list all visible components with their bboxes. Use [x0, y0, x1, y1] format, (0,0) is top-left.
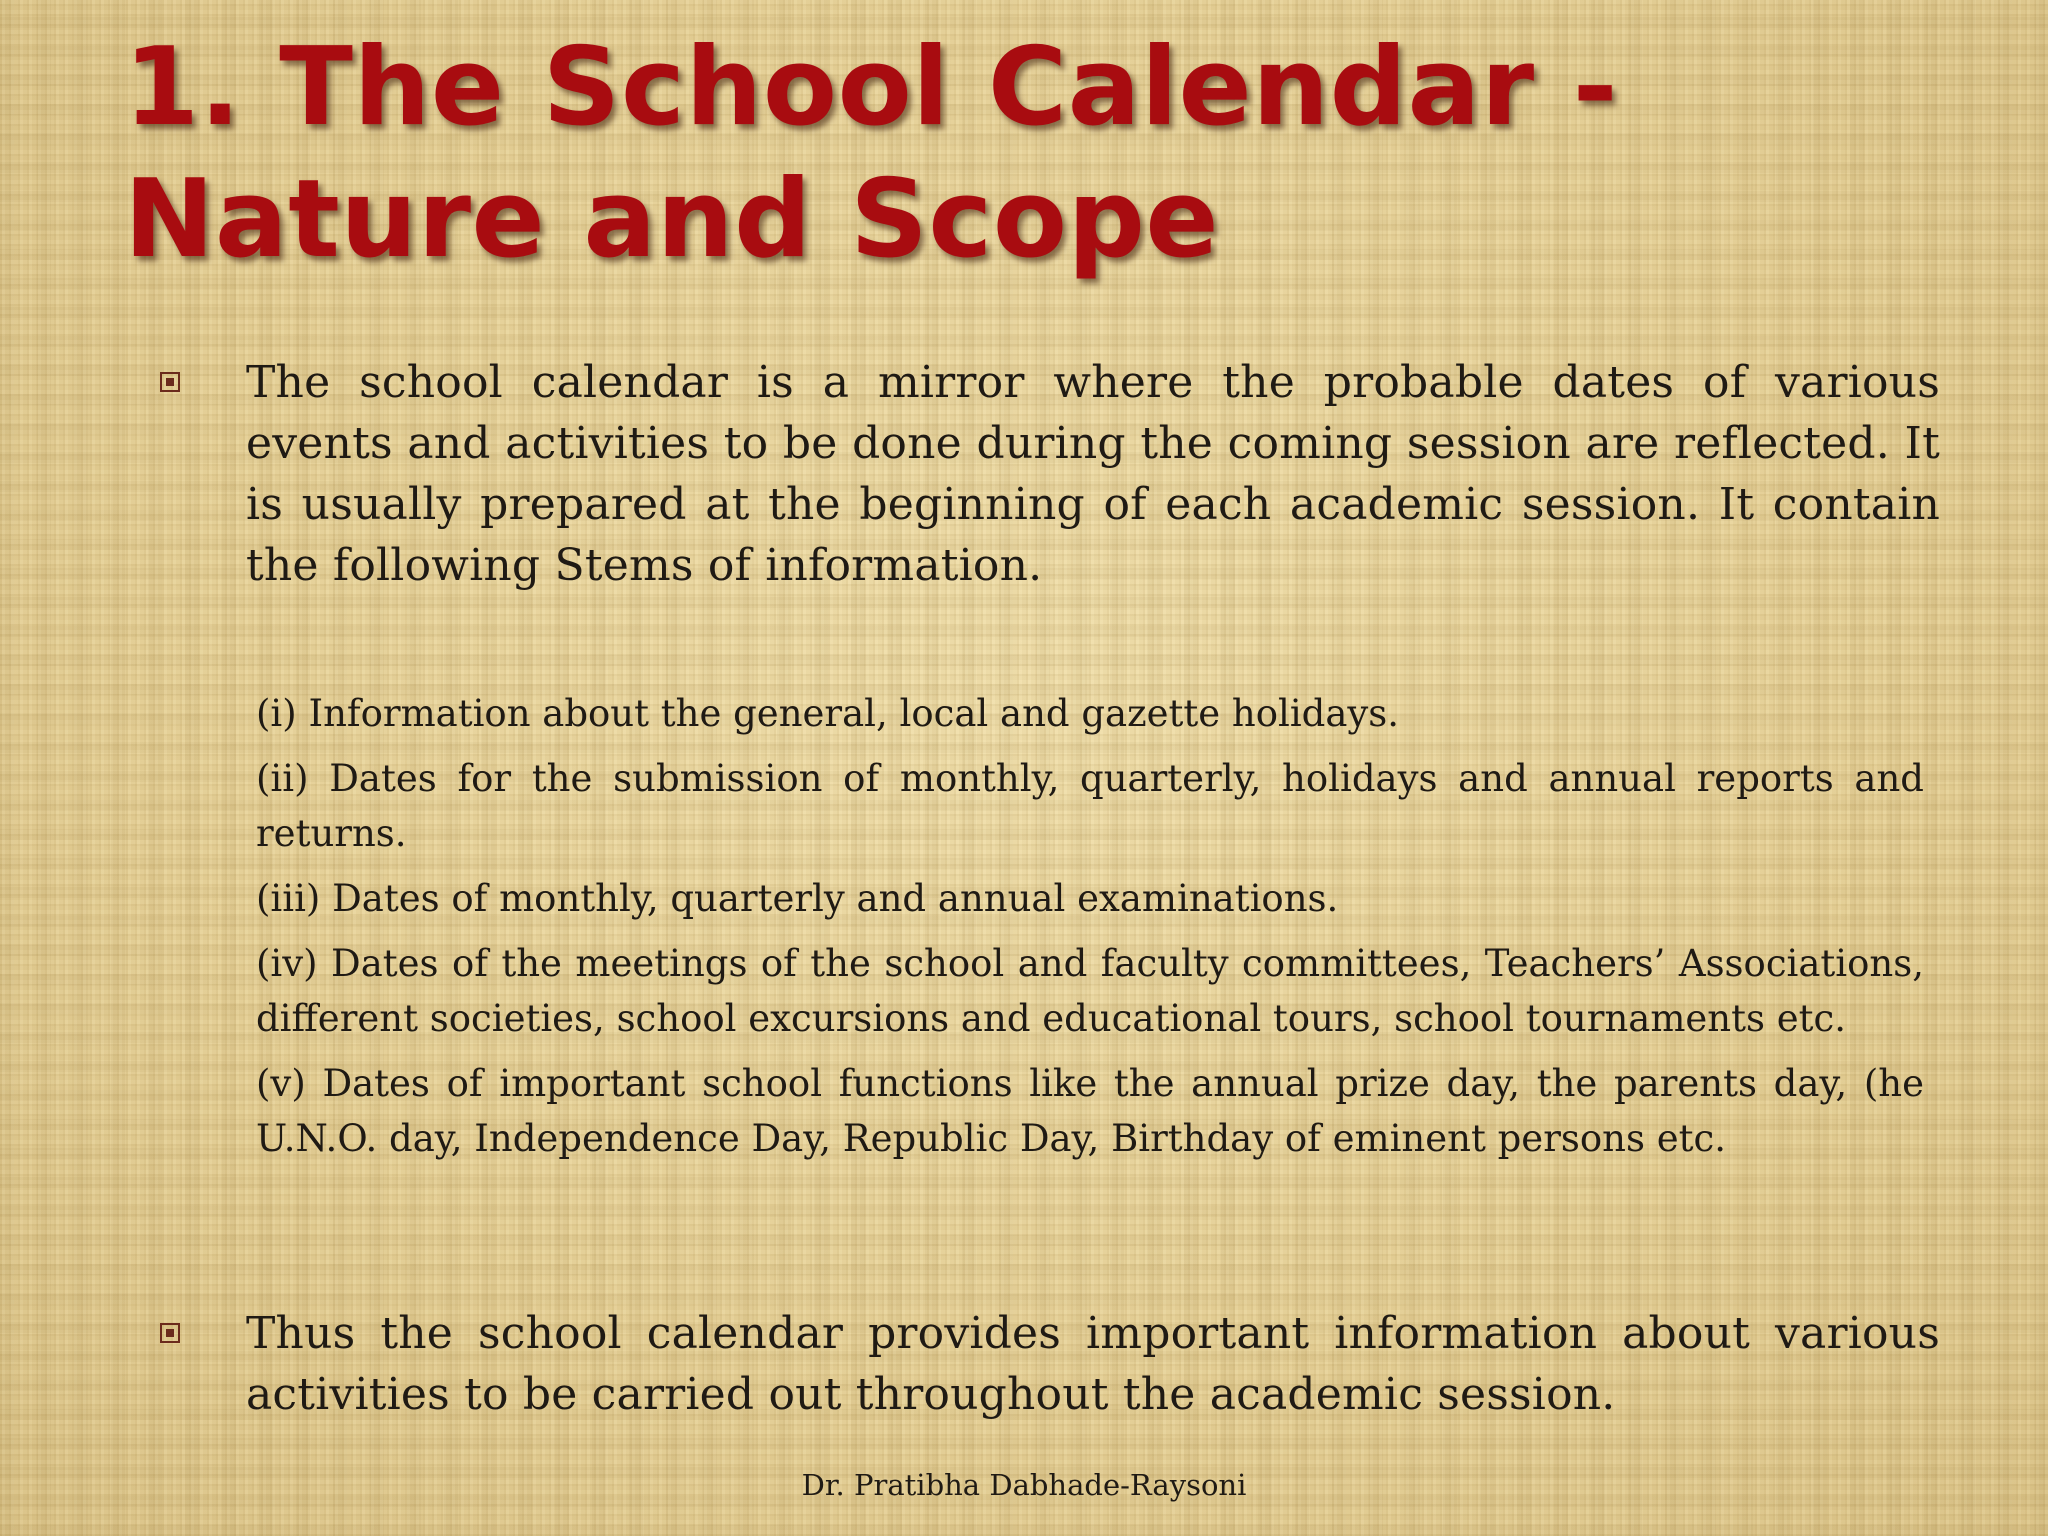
sub-item-reports: (ii) Dates for the submission of monthly, quarterly, holidays and annual reports and returns.: [256, 757, 1924, 855]
sub-item-holidays: (i) Information about the general, local and gazette holidays.: [256, 692, 1400, 735]
slide-footer-author: Dr. Pratibha Dabhade-Raysoni: [801, 1468, 1247, 1502]
information-sub-list: [256, 686, 1924, 1176]
square-bullet-icon: [160, 1323, 180, 1343]
slide-title: 1. The School Calendar - Nature and Scope: [124, 25, 1619, 282]
bullet-text: Thus the school calendar provides important information about various activities to be carried out throughout the academic session.: [246, 1308, 1940, 1420]
square-bullet-icon: [160, 372, 180, 392]
bullet-item-intro: [160, 352, 1940, 596]
sub-item-meetings: (iv) Dates of the meetings of the school and faculty committees, Teachers’ Associations, different societies, school excursions and educational tours, school tournaments etc.: [256, 942, 1924, 1040]
sub-item-examinations: (iii) Dates of monthly, quarterly and annual examinations.: [256, 877, 1339, 920]
bullet-item-conclusion: [160, 1303, 1940, 1425]
sub-item-functions: (v) Dates of important school functions like the annual prize day, the parents day, (he U.N.O. day, Independence Day, Republic Day, Birthday of eminent persons etc.: [256, 1062, 1924, 1160]
bullet-text: The school calendar is a mirror where the probable dates of various events and activities to be done during the coming session are reflected. It is usually prepared at the beginning of each academic session. It contain the following Stems of information.: [246, 357, 1940, 591]
